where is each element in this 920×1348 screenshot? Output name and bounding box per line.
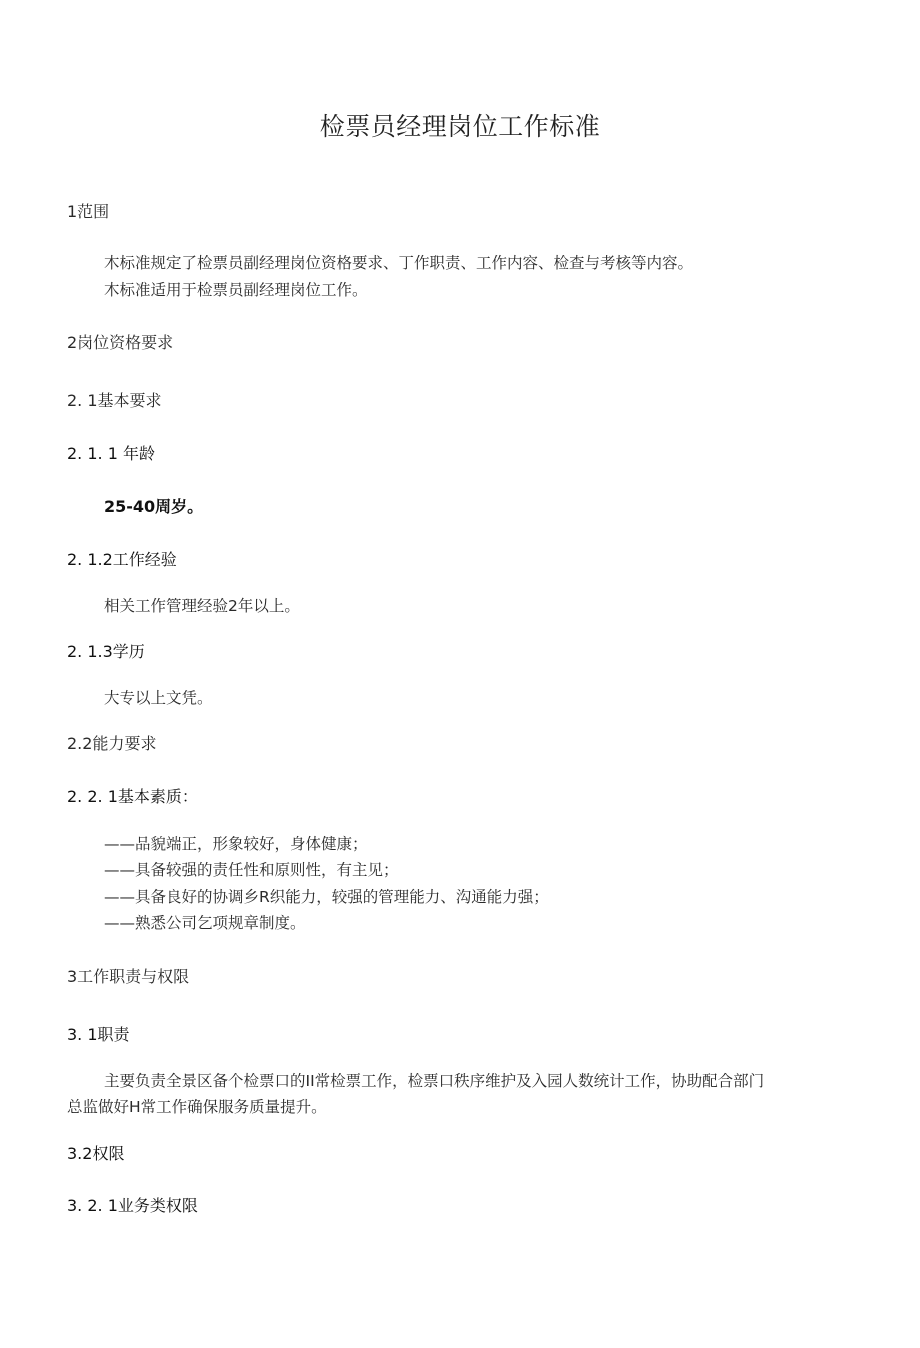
section-2-1-heading: 2. 1基本要求 [67,391,162,410]
document-title: 检票员经理岗位工作标准 [319,112,601,141]
section-3-2-1-heading: 3. 2. 1业务类权限 [67,1196,198,1215]
section-1-heading: 1范围 [67,202,110,221]
scope-line-2: 木标准适用于检票员副经理岗位工作。 [104,281,368,299]
quality-item: ——具备较强的责任性和原则性，有主见； [104,861,399,879]
section-2-1-2-heading: 2. 1.2工作经验 [67,550,177,569]
section-2-2-1-heading: 2. 2. 1基本素质： [67,787,198,806]
quality-item: ——品貌端正，形象较好，身体健康； [104,835,368,853]
section-2-1-1-heading: 2. 1. 1 年龄 [67,444,155,463]
section-2-1-3-heading: 2. 1.3学历 [67,642,145,661]
section-2-2-heading: 2.2能力要求 [67,734,157,753]
quality-item: ——具备良好的协调乡R织能力，较强的管理能力、沟通能力强； [104,888,549,906]
duty-line-2: 总监做好H常工作确保服务质量提升。 [67,1098,327,1116]
experience-requirement: 相关工作管理经验2年以上。 [104,597,300,615]
age-requirement: 25-40周岁。 [104,497,204,516]
quality-item: ——熟悉公司乞项规章制度。 [104,914,306,932]
section-2-heading: 2岗位资格要求 [67,333,174,352]
section-3-1-heading: 3. 1职责 [67,1025,130,1044]
section-3-heading: 3工作职责与权限 [67,967,190,986]
section-3-2-heading: 3.2权限 [67,1144,125,1163]
duty-line-1: 主要负责全景区备个检票口的II常检票工作，检票口秩序维护及入园人数统计工作，协助配合部门 [104,1072,765,1090]
education-requirement: 大专以上文凭。 [104,689,213,707]
scope-line-1: 木标准规定了检票员副经理岗位资格要求、丁作职责、工作内容、检查与考核等内容。 [104,254,694,272]
